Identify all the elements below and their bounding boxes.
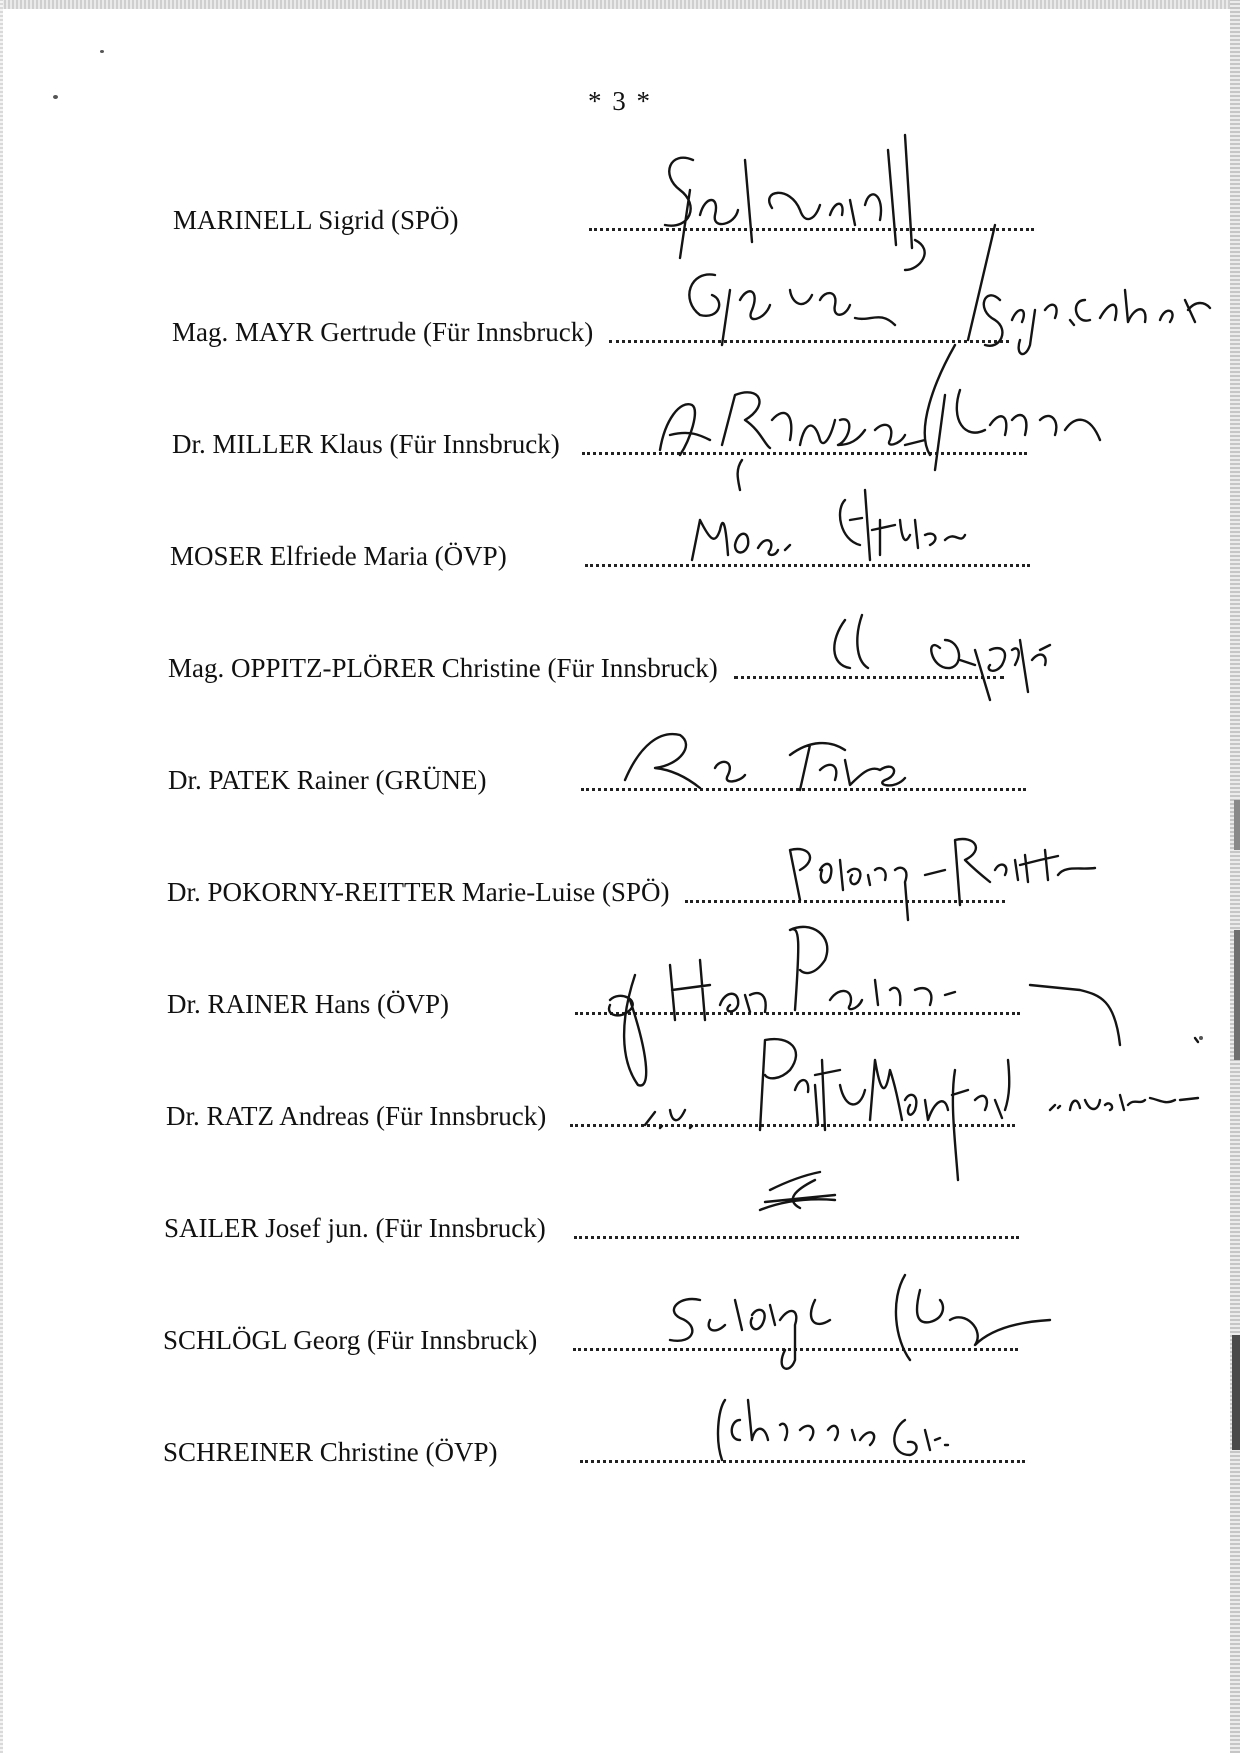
scan-speck xyxy=(100,50,104,53)
scan-edge-mark xyxy=(1234,930,1240,1060)
signatory-name: Dr. POKORNY-REITTER Marie-Luise (SPÖ) xyxy=(167,877,670,907)
handwritten-signature xyxy=(760,1172,835,1210)
signatory-row xyxy=(172,429,1027,469)
signatory-row xyxy=(163,1437,1025,1477)
signature-line xyxy=(734,676,1004,679)
scan-speck xyxy=(1199,1036,1203,1040)
scan-edge-mark xyxy=(1234,800,1240,850)
signatory-row xyxy=(173,205,1034,245)
signature-line xyxy=(582,452,1027,455)
scan-edge-mark xyxy=(1232,1335,1240,1450)
signatory-name: SAILER Josef jun. (Für Innsbruck) xyxy=(164,1213,546,1243)
signature-line xyxy=(585,564,1030,567)
signature-line xyxy=(581,788,1026,791)
signatory-name: SCHREINER Christine (ÖVP) xyxy=(163,1437,498,1467)
signature-line xyxy=(570,1124,1015,1127)
signatory-row xyxy=(164,1213,1019,1253)
signatory-name: Dr. PATEK Rainer (GRÜNE) xyxy=(168,765,487,795)
scan-edge-right xyxy=(1230,0,1240,1753)
signatory-row xyxy=(167,989,1020,1029)
signature-line xyxy=(685,900,1005,903)
signature-line xyxy=(589,228,1034,231)
signatory-row xyxy=(166,1101,1015,1141)
signatory-name: MOSER Elfriede Maria (ÖVP) xyxy=(170,541,507,571)
handwritten-signature xyxy=(665,135,925,270)
signature-line xyxy=(609,340,1009,343)
signatory-row xyxy=(170,541,1030,581)
signatory-row xyxy=(172,317,1009,357)
signatory-name: Mag. OPPITZ-PLÖRER Christine (Für Innsbruck) xyxy=(168,653,718,683)
signatory-name: Dr. RATZ Andreas (Für Innsbruck) xyxy=(166,1101,547,1131)
signatory-name: SCHLÖGL Georg (Für Innsbruck) xyxy=(163,1325,538,1355)
signature-line xyxy=(574,1236,1019,1239)
signatory-name: MARINELL Sigrid (SPÖ) xyxy=(173,205,459,235)
signatory-row xyxy=(168,653,1004,693)
signatory-name: Mag. MAYR Gertrude (Für Innsbruck) xyxy=(172,317,594,347)
signature-line xyxy=(580,1460,1025,1463)
signature-line xyxy=(573,1348,1018,1351)
signatory-row xyxy=(167,877,1005,917)
signatory-name: Dr. MILLER Klaus (Für Innsbruck) xyxy=(172,429,560,459)
signatory-row xyxy=(168,765,1026,805)
scan-edge-left xyxy=(0,0,3,1753)
signature-line xyxy=(575,1012,1020,1015)
signatory-name: Dr. RAINER Hans (ÖVP) xyxy=(167,989,449,1019)
page-number: * 3 * xyxy=(588,86,652,116)
scan-edge-top xyxy=(0,0,1240,9)
signatory-row xyxy=(163,1325,1018,1365)
